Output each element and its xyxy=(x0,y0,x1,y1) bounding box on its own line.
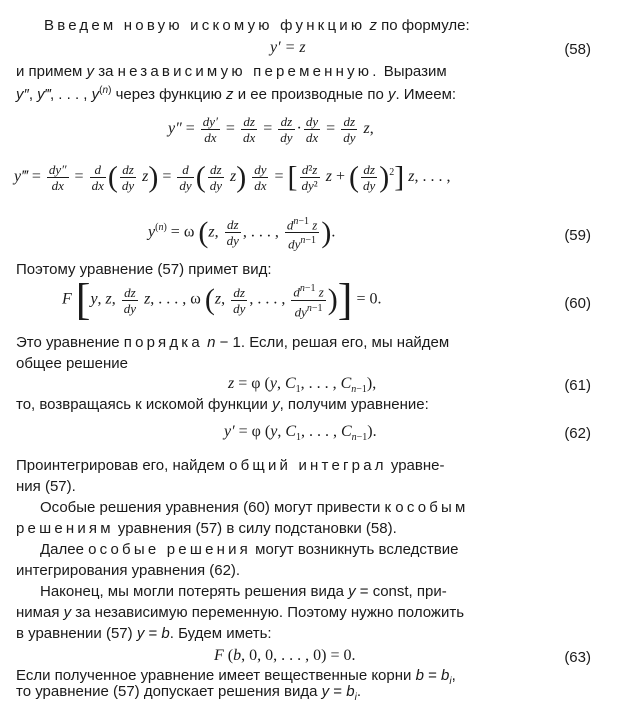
equation-number-60: (60) xyxy=(564,295,591,312)
text-line-15: Проинтегрировав его, найдем общий интеграл уравне- xyxy=(16,457,445,474)
text-line-19: Далее особые решения могут возникнуть вследствие xyxy=(40,541,459,558)
equation-y2: y″ = $\frac{dy'}{dx}$ = $\frac{dz}{dx}$ = $\frac{dz}{dy}$ · $\frac{dy}{dx}$ = $\frac{dz}{dy}$ z, xyxy=(168,114,374,145)
equation-63: F (b, 0, 0, . . . , 0) = 0. xyxy=(214,647,356,664)
equation-number-59: (59) xyxy=(564,227,591,244)
equation-number-61: (61) xyxy=(564,377,591,394)
text-line-20: интегрирования уравнения (62). xyxy=(16,562,241,579)
equation-y3: y‴ = $\frac{dy''}{dx}$ = $\frac{d}{dx}$ ( $\frac{dz}{dy}$ z) = $\frac{d}{dy}$ ( $\frac{dz}{dy}$ z) $\frac{dy}{dx}$ = [ $\frac{\text{d²z}}{\text{dy²}}$ z + ( $\frac{dz}{dy}$ )$^2$] z, . . . , xyxy=(14,160,451,194)
text-line-16: ния (57). xyxy=(16,478,76,495)
equation-number-63: (63) xyxy=(564,649,591,666)
text-line-3: и примем y за независимую переменную. Выразим xyxy=(16,63,447,80)
text-line-8: Поэтому уравнение (57) примет вид: xyxy=(16,261,272,278)
equation-number-58: (58) xyxy=(564,41,591,58)
text-line-21: Наконец, мы могли потерять решения вида y = const, при- xyxy=(40,583,447,600)
equation-yn: $y^{(n)} = \omega$ (z, $\frac{dz}{dy}$ , . . . , $\frac{d^{n-1} z}{dy^{n-1}}$ ). xyxy=(148,215,336,252)
equation-number-62: (62) xyxy=(564,425,591,442)
text-line-26: то уравнение (57) допускает решения вида $y = b_i$. xyxy=(16,683,361,703)
text-line-10: Это уравнение порядка n − 1. Если, решая его, мы найдем xyxy=(16,334,450,351)
equation-62: y′ = φ (y, $C_1$, . . . , $C_{n-1}$). xyxy=(224,423,377,444)
text-line-18: решениям уравнения (57) в силу подстановки (58). xyxy=(16,520,397,537)
text-line-11: общее решение xyxy=(16,355,129,372)
text-line-25: Если полученное уравнение имеет вещественные корни $b = b_i$, xyxy=(16,667,456,687)
text-line-13: то, возвращаясь к искомой функции y, получим уравнение: xyxy=(16,396,429,413)
text-line-17: Особые решения уравнения (60) могут привести к особым xyxy=(40,499,469,516)
text-line-4: y″, y‴, . . . , $y^{(n)}$ через функцию z и ее производные по y. Имеем: xyxy=(16,85,457,103)
text-line-23: в уравнении (57) y = b. Будем иметь: xyxy=(16,625,272,642)
equation-60: F [y, z, $\frac{dz}{dy}$ z, . . . , ω (z, $\frac{dz}{dy}$ , . . . , $\frac{d^{n-1} z}{dy^{n-1}}$ )] = 0. xyxy=(62,275,382,324)
text-line-1: Введем новую искомую функцию z по формуле: xyxy=(44,17,470,34)
equation-61: z = φ (y, $C_1$, . . . , $C_{n-1}$), xyxy=(228,375,377,396)
equation-58: y′ = z xyxy=(270,39,306,56)
text-line-22: нимая y за независимую переменную. Поэтому нужно положить xyxy=(16,604,465,621)
